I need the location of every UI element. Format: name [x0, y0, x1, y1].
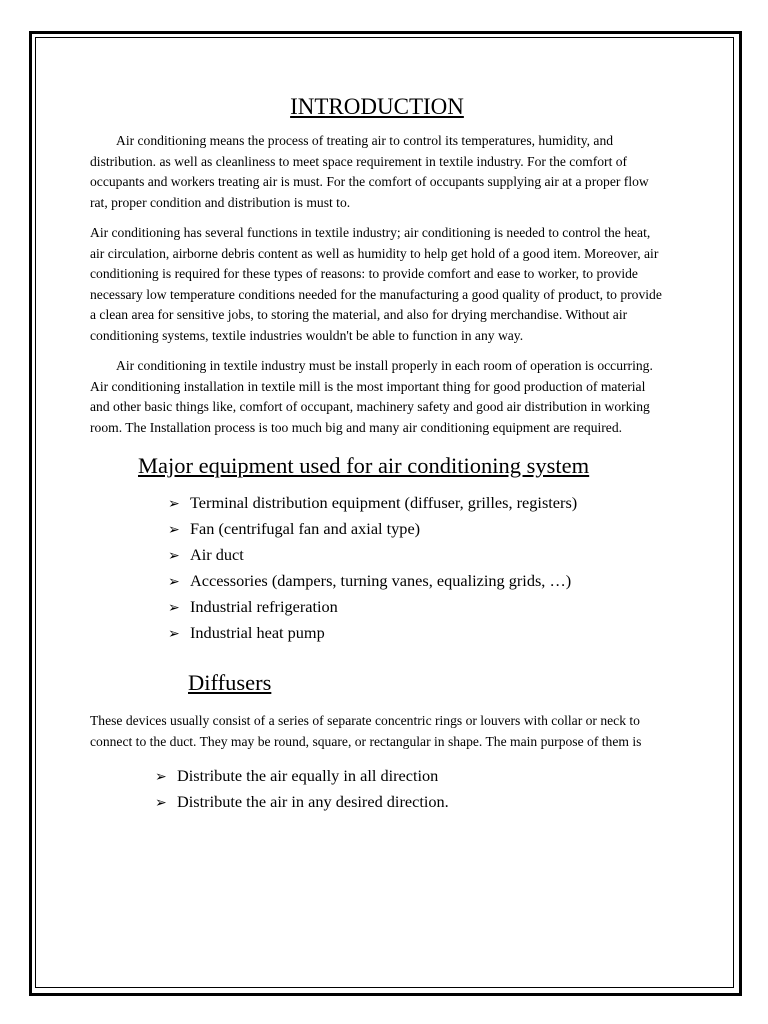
intro-paragraph-1: Air conditioning means the process of treating air to control its temperatures, humidity, and distribution. as well as cleanliness to meet space requirement in textile industry. For the comfort of occupants and workers treating air is must. For the comfort of occupants supplying air at a proper flow rat, proper condition and distribution is must to.: [90, 133, 649, 210]
arrow-bullet-icon: ➢: [168, 575, 180, 590]
arrow-bullet-icon: ➢: [168, 523, 180, 538]
intro-paragraph-2: Air conditioning has several functions in textile industry; air conditioning is needed to control the heat, air circulation, airborne debris content as well as humidity to help get hold of a good item. Moreover, air conditioning is required for these types of reasons: to provide comfort and ease to worker, to provide necessary low temperature conditions needed for the manufacturing a good quality of product, to provide a clean area for sensitive jobs, to storing the material, and also for drying merchandise. Without air conditioning systems, textile industries wouldn't be able to function in any way.: [90, 225, 662, 343]
list-item: [168, 569, 664, 595]
equipment-list: [168, 491, 664, 647]
arrow-bullet-icon: ➢: [168, 601, 180, 616]
list-item-text: Air duct: [190, 545, 244, 564]
list-item: [168, 595, 664, 621]
list-item: [168, 621, 664, 647]
arrow-bullet-icon: ➢: [168, 497, 180, 512]
list-item-text: Industrial heat pump: [190, 623, 325, 642]
list-item-text: Accessories (dampers, turning vanes, equalizing grids, …): [190, 571, 572, 590]
page-title: INTRODUCTION: [290, 94, 464, 119]
list-item: [168, 491, 664, 517]
arrow-bullet-icon: ➢: [155, 770, 167, 785]
equipment-heading: Major equipment used for air conditioning system: [138, 453, 590, 478]
list-item: [155, 790, 664, 816]
diffuser-purpose-list: [155, 764, 664, 816]
intro-paragraph-3: Air conditioning in textile industry must be install properly in each room of operation is occurring. Air conditioning installation in textile mill is the most important thing for good production of material and other basic things like, comfort of occupant, machinery safety and good air distribution in working room. The Installation process is too much big and many air conditioning equipment are required.: [90, 358, 653, 435]
list-item-text: Fan (centrifugal fan and axial type): [190, 519, 421, 538]
list-item-text: Terminal distribution equipment (diffuser, grilles, registers): [190, 493, 578, 512]
list-item-text: Distribute the air in any desired direction.: [177, 792, 449, 811]
list-item-text: Distribute the air equally in all direction: [177, 766, 439, 785]
arrow-bullet-icon: ➢: [168, 549, 180, 564]
arrow-bullet-icon: ➢: [168, 627, 180, 642]
list-item: [168, 543, 664, 569]
list-item-text: Industrial refrigeration: [190, 597, 338, 616]
document-page: [90, 92, 664, 816]
arrow-bullet-icon: ➢: [155, 796, 167, 811]
list-item: [168, 517, 664, 543]
list-item: [155, 764, 664, 790]
diffusers-description: These devices usually consist of a series of separate concentric rings or louvers with collar or neck to connect to the duct. They may be round, square, or rectangular in shape. The main purpose of them is: [90, 713, 642, 749]
diffusers-heading: Diffusers: [188, 670, 272, 695]
